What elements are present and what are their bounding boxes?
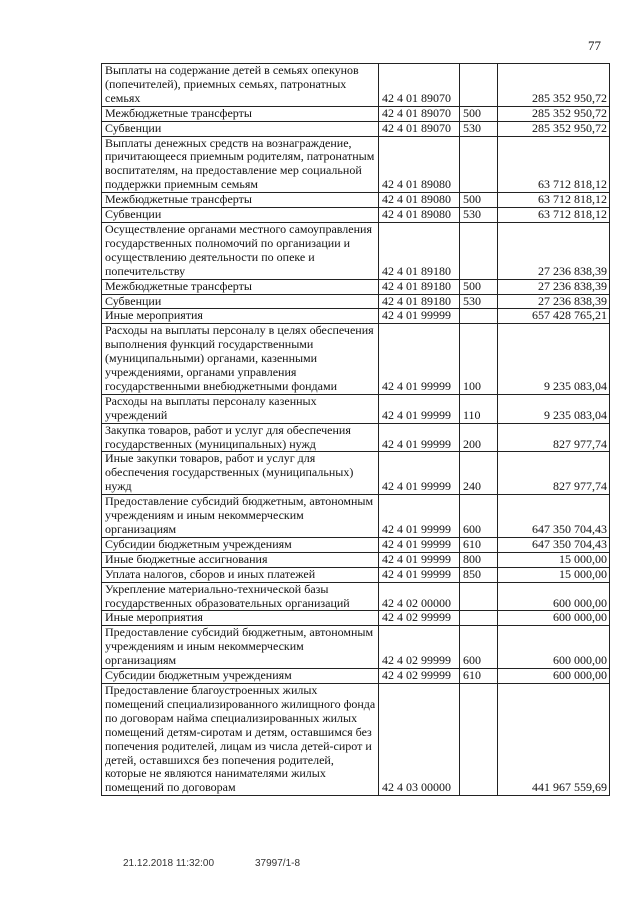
row-sum: 27 236 838,39 (498, 222, 610, 279)
row-name: Расходы на выплаты персоналу казенных учреждений (102, 394, 379, 423)
row-sum: 285 352 950,72 (498, 121, 610, 136)
table-row (102, 309, 610, 324)
row-code: 42 4 01 99999 (379, 495, 460, 538)
row-name: Выплаты денежных средств на вознаграждение, причитающееся приемным родителям, патронатным воспитателям, на предоставление мер социальной поддержки приемным семьям (102, 136, 379, 193)
row-code: 42 4 01 99999 (379, 452, 460, 495)
row-code: 42 4 02 00000 (379, 582, 460, 611)
table-row (102, 567, 610, 582)
row-sum: 441 967 559,69 (498, 683, 610, 795)
row-type: 600 (460, 626, 498, 669)
row-sum: 827 977,74 (498, 452, 610, 495)
row-type: 200 (460, 423, 498, 452)
row-sum: 600 000,00 (498, 611, 610, 626)
row-name: Иные мероприятия (102, 309, 379, 324)
row-code: 42 4 02 99999 (379, 626, 460, 669)
row-sum: 9 235 083,04 (498, 394, 610, 423)
row-type: 600 (460, 495, 498, 538)
row-code: 42 4 01 89070 (379, 121, 460, 136)
table-row (102, 683, 610, 795)
row-name: Уплата налогов, сборов и иных платежей (102, 567, 379, 582)
row-sum: 600 000,00 (498, 626, 610, 669)
row-name: Субсидии бюджетным учреждениям (102, 669, 379, 684)
row-code: 42 4 01 99999 (379, 309, 460, 324)
row-sum: 27 236 838,39 (498, 279, 610, 294)
table-row (102, 64, 610, 107)
row-sum: 285 352 950,72 (498, 64, 610, 107)
row-sum: 285 352 950,72 (498, 106, 610, 121)
row-sum: 647 350 704,43 (498, 537, 610, 552)
row-sum: 600 000,00 (498, 582, 610, 611)
row-name: Субвенции (102, 121, 379, 136)
row-type (460, 611, 498, 626)
row-name: Межбюджетные трансферты (102, 193, 379, 208)
row-type: 240 (460, 452, 498, 495)
row-sum: 647 350 704,43 (498, 495, 610, 538)
row-code: 42 4 02 99999 (379, 611, 460, 626)
row-name: Предоставление субсидий бюджетным, автономным учреждениям и иным некоммерческим организациям (102, 626, 379, 669)
row-name: Межбюджетные трансферты (102, 279, 379, 294)
row-code: 42 4 01 99999 (379, 394, 460, 423)
row-name: Закупка товаров, работ и услуг для обеспечения государственных (муниципальных) нужд (102, 423, 379, 452)
table-row (102, 208, 610, 223)
row-type (460, 136, 498, 193)
row-sum: 63 712 818,12 (498, 208, 610, 223)
row-type (460, 683, 498, 795)
row-code: 42 4 01 99999 (379, 324, 460, 395)
table-row (102, 294, 610, 309)
row-name: Укрепление материально-технической базы государственных образовательных организаций (102, 582, 379, 611)
row-name: Субвенции (102, 208, 379, 223)
row-sum: 600 000,00 (498, 669, 610, 684)
row-name: Расходы на выплаты персоналу в целях обеспечения выполнения функций государственными (муниципальными) органами, казенными учреждениями, органами управления государственными внебюджетными фондами (102, 324, 379, 395)
table-row (102, 324, 610, 395)
row-code: 42 4 01 89070 (379, 106, 460, 121)
row-type: 800 (460, 552, 498, 567)
row-type: 850 (460, 567, 498, 582)
row-name: Выплаты на содержание детей в семьях опекунов (попечителей), приемных семьях, патронатных семьях (102, 64, 379, 107)
table-row (102, 193, 610, 208)
row-code: 42 4 01 89080 (379, 136, 460, 193)
row-type: 530 (460, 208, 498, 223)
page-number: 77 (588, 38, 601, 53)
row-sum: 15 000,00 (498, 567, 610, 582)
table-row (102, 121, 610, 136)
row-code: 42 4 01 89180 (379, 294, 460, 309)
row-code: 42 4 01 89070 (379, 64, 460, 107)
table-row (102, 537, 610, 552)
row-name: Иные мероприятия (102, 611, 379, 626)
table-row (102, 136, 610, 193)
table-row (102, 669, 610, 684)
row-sum: 15 000,00 (498, 552, 610, 567)
row-name: Межбюджетные трансферты (102, 106, 379, 121)
row-code: 42 4 01 89080 (379, 193, 460, 208)
table-row (102, 495, 610, 538)
table-row (102, 582, 610, 611)
row-code: 42 4 03 00000 (379, 683, 460, 795)
table-row (102, 423, 610, 452)
row-sum: 63 712 818,12 (498, 193, 610, 208)
row-type: 530 (460, 121, 498, 136)
row-type (460, 582, 498, 611)
row-type: 500 (460, 279, 498, 294)
row-type (460, 64, 498, 107)
row-name: Субвенции (102, 294, 379, 309)
table-row (102, 394, 610, 423)
row-sum: 27 236 838,39 (498, 294, 610, 309)
row-code: 42 4 02 99999 (379, 669, 460, 684)
footer-date: 21.12.2018 11:32:00 (123, 858, 215, 869)
row-name: Иные закупки товаров, работ и услуг для обеспечения государственных (муниципальных) нужд (102, 452, 379, 495)
row-type: 610 (460, 669, 498, 684)
budget-table (101, 63, 610, 796)
row-type (460, 309, 498, 324)
row-type: 530 (460, 294, 498, 309)
row-sum: 827 977,74 (498, 423, 610, 452)
row-code: 42 4 01 89080 (379, 208, 460, 223)
row-code: 42 4 01 89180 (379, 279, 460, 294)
row-code: 42 4 01 89180 (379, 222, 460, 279)
row-sum: 657 428 765,21 (498, 309, 610, 324)
row-name: Предоставление благоустроенных жилых помещений специализированного жилищного фонда по договорам найма специализированных жилых помещений детям-сиротам и детям, оставшимся без попечения родителей, лицам из числа детей-сирот и детей, оставшихся без попечения родителей, которые не являются нанимателями жилых помещений по договорам (102, 683, 379, 795)
table-row (102, 626, 610, 669)
row-code: 42 4 01 99999 (379, 567, 460, 582)
table-row (102, 222, 610, 279)
row-code: 42 4 01 99999 (379, 423, 460, 452)
row-name: Иные бюджетные ассигнования (102, 552, 379, 567)
table-row (102, 452, 610, 495)
row-code: 42 4 01 99999 (379, 552, 460, 567)
table-row (102, 552, 610, 567)
row-sum: 9 235 083,04 (498, 324, 610, 395)
table-row (102, 611, 610, 626)
row-sum: 63 712 818,12 (498, 136, 610, 193)
footer-doc-number: 37997/1-8 (255, 858, 301, 869)
row-type: 110 (460, 394, 498, 423)
row-type (460, 222, 498, 279)
row-code: 42 4 01 99999 (379, 537, 460, 552)
table-row (102, 106, 610, 121)
row-name: Осуществление органами местного самоуправления государственных полномочий по организации и осуществлению деятельности по опеке и попечительству (102, 222, 379, 279)
table-row (102, 279, 610, 294)
row-type: 100 (460, 324, 498, 395)
row-name: Субсидии бюджетным учреждениям (102, 537, 379, 552)
row-type: 610 (460, 537, 498, 552)
row-name: Предоставление субсидий бюджетным, автономным учреждениям и иным некоммерческим организациям (102, 495, 379, 538)
row-type: 500 (460, 106, 498, 121)
row-type: 500 (460, 193, 498, 208)
